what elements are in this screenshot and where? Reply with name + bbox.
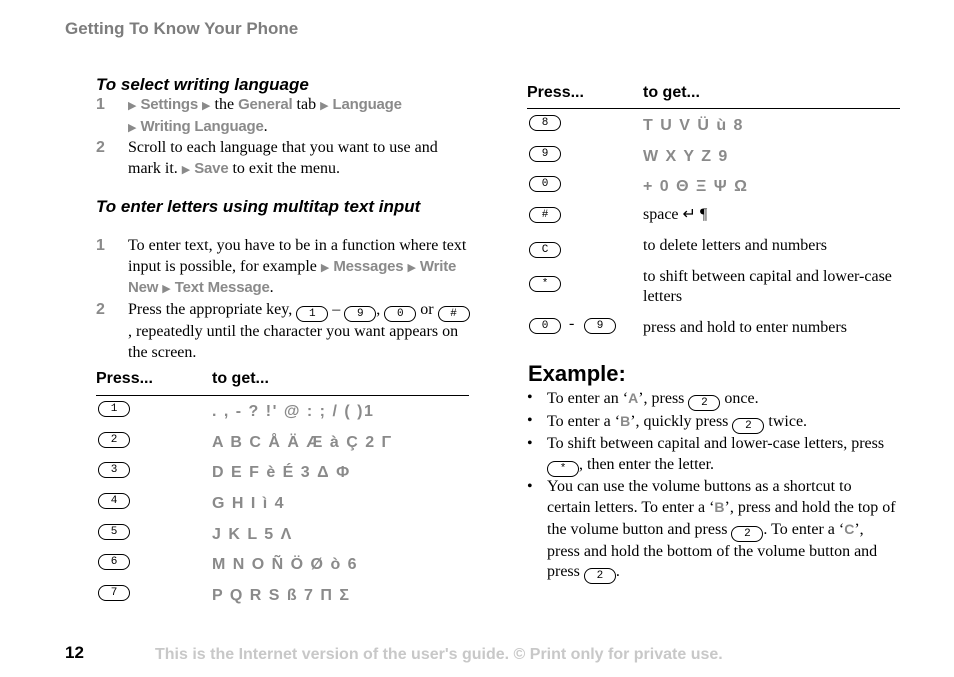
footer-notice: This is the Internet version of the user's guide. © Print only for private use. [155, 646, 723, 663]
key-3-icon: 3 [98, 462, 130, 478]
row-description: to delete letters and numbers [643, 237, 827, 254]
page-number: 12 [65, 643, 84, 662]
menu-messages: Messages [333, 257, 404, 275]
section-title-multitap: To enter letters using multitap text input [96, 197, 421, 216]
key-0-icon: 0 [529, 176, 561, 192]
example-text: ’, quickly press [630, 413, 729, 430]
step-text: Press the appropriate key, [128, 301, 293, 318]
menu-text-message: Text Message [174, 279, 270, 296]
menu-save: Save [194, 159, 229, 177]
key-7-icon: 7 [98, 585, 130, 601]
row-characters: + 0 Θ Ξ Ψ Ω [643, 178, 749, 195]
example-letter: B [620, 413, 631, 429]
step-text: To enter text, you have to be in a function where text input is possible, for example [128, 237, 467, 275]
example-letter: C [844, 520, 855, 537]
list-item [527, 477, 899, 585]
menu-write-new: Write New [128, 257, 457, 296]
example-list [527, 388, 899, 584]
table-right-header-get: to get... [643, 84, 700, 101]
step-text: , repeatedly until the character you want appears on the screen. [128, 323, 459, 361]
row-description: space ↵ ¶ [643, 206, 708, 223]
arrow-right-icon: ▶ [320, 261, 330, 274]
key-1-icon: 1 [296, 306, 328, 322]
key-6-icon: 6 [98, 554, 130, 570]
key-range-separator: - [569, 315, 575, 332]
row-characters: . , - ? !' @ : ; / ( )1 [212, 403, 375, 420]
key-hash-icon: # [438, 306, 470, 322]
example-text: twice. [768, 413, 808, 430]
arrow-right-icon: ▶ [128, 121, 137, 134]
key-9-icon: 9 [344, 306, 376, 322]
row-description: press and hold to enter numbers [643, 319, 847, 336]
key-2-icon: 2 [584, 568, 616, 584]
example-text: ’, press [638, 390, 685, 407]
key-0-icon: 0 [529, 318, 561, 334]
step-text: the [214, 96, 235, 113]
step-multitap-2 [96, 300, 476, 363]
key-hash-icon: # [529, 207, 561, 223]
step-number: 1 [96, 237, 105, 254]
row-characters: M N O Ñ Ö Ø ò 6 [212, 556, 359, 573]
list-item [527, 434, 899, 477]
table-left-header-press: Press... [96, 370, 153, 387]
row-characters: D E F è É 3 Δ Φ [212, 464, 351, 481]
example-text: To shift between capital and lower-case letters, press [547, 435, 885, 452]
key-4-icon: 4 [98, 493, 130, 509]
step-select-language-1 [96, 95, 476, 138]
key-star-icon: * [547, 461, 579, 477]
key-9-icon: 9 [529, 146, 561, 162]
key-1-icon: 1 [98, 401, 130, 417]
row-characters: T U V Ü ù 8 [643, 117, 744, 134]
key-star-icon: * [529, 276, 561, 292]
step-select-language-2 [96, 138, 476, 180]
example-text: ’, press and hold the bottom of the volume button and press [547, 520, 878, 580]
example-text: , then enter the letter. [579, 455, 715, 473]
arrow-right-icon: ▶ [162, 283, 171, 295]
row-characters: A B C Å Ä Æ à Ç 2 Γ [212, 434, 393, 451]
key-8-icon: 8 [529, 115, 561, 131]
example-text: . To enter a ‘ [763, 520, 845, 538]
example-text: once. [724, 390, 759, 407]
page-header: Getting To Know Your Phone [65, 19, 299, 38]
step-text: to exit the menu. [232, 159, 340, 177]
step-text: – [332, 301, 341, 318]
row-characters: J K L 5 Λ [212, 526, 293, 543]
step-multitap-1 [96, 236, 476, 300]
example-letter: B [714, 499, 725, 515]
row-characters: G H I ì 4 [212, 495, 286, 512]
step-number: 2 [96, 301, 105, 318]
example-text: To enter a ‘ [547, 413, 621, 430]
step-text: . [263, 117, 268, 135]
example-text: You can use the volume buttons as a shortcut to certain letters. To enter a ‘ [547, 477, 852, 516]
key-2-icon: 2 [688, 395, 720, 411]
table-right-header-press: Press... [527, 84, 584, 101]
arrow-right-icon: ▶ [128, 100, 137, 112]
row-description: to shift between capital and lower-case letters [643, 268, 892, 305]
step-number: 2 [96, 139, 105, 156]
example-text: . [615, 563, 620, 580]
example-text: ’, press and hold the top of the volume button and press [547, 499, 896, 538]
arrow-right-icon: ▶ [407, 261, 416, 274]
example-title: Example: [528, 361, 626, 386]
arrow-right-icon: ▶ [181, 163, 191, 176]
table-right-rule [527, 108, 900, 109]
list-item [527, 411, 899, 434]
key-9-icon: 9 [584, 318, 616, 334]
key-2-icon: 2 [731, 526, 763, 542]
menu-settings: Settings [140, 96, 199, 113]
step-text: , [376, 301, 381, 318]
step-text: or [420, 301, 434, 318]
example-letter: A [628, 390, 639, 406]
key-0-icon: 0 [384, 306, 416, 322]
step-text: tab [296, 96, 317, 113]
list-item [527, 388, 899, 411]
key-c-icon: C [529, 242, 561, 258]
key-2-icon: 2 [98, 432, 130, 448]
menu-language: Language [332, 96, 402, 113]
row-characters: W X Y Z 9 [643, 148, 729, 165]
example-text: To enter an ‘ [547, 390, 629, 407]
menu-general: General [238, 96, 293, 113]
menu-writing-language: Writing Language [140, 117, 264, 135]
table-left-rule [96, 395, 469, 396]
step-number: 1 [96, 96, 105, 113]
arrow-right-icon: ▶ [320, 100, 329, 112]
step-text: . [269, 279, 274, 296]
key-5-icon: 5 [98, 524, 130, 540]
arrow-right-icon: ▶ [202, 100, 211, 112]
row-characters: P Q R S ß 7 Π Σ [212, 587, 351, 604]
key-2-icon: 2 [732, 418, 764, 434]
table-left-header-get: to get... [212, 370, 269, 387]
step-text: Scroll to each language that you want to use and mark it. [128, 139, 438, 177]
section-title-writing-language: To select writing language [96, 75, 309, 94]
